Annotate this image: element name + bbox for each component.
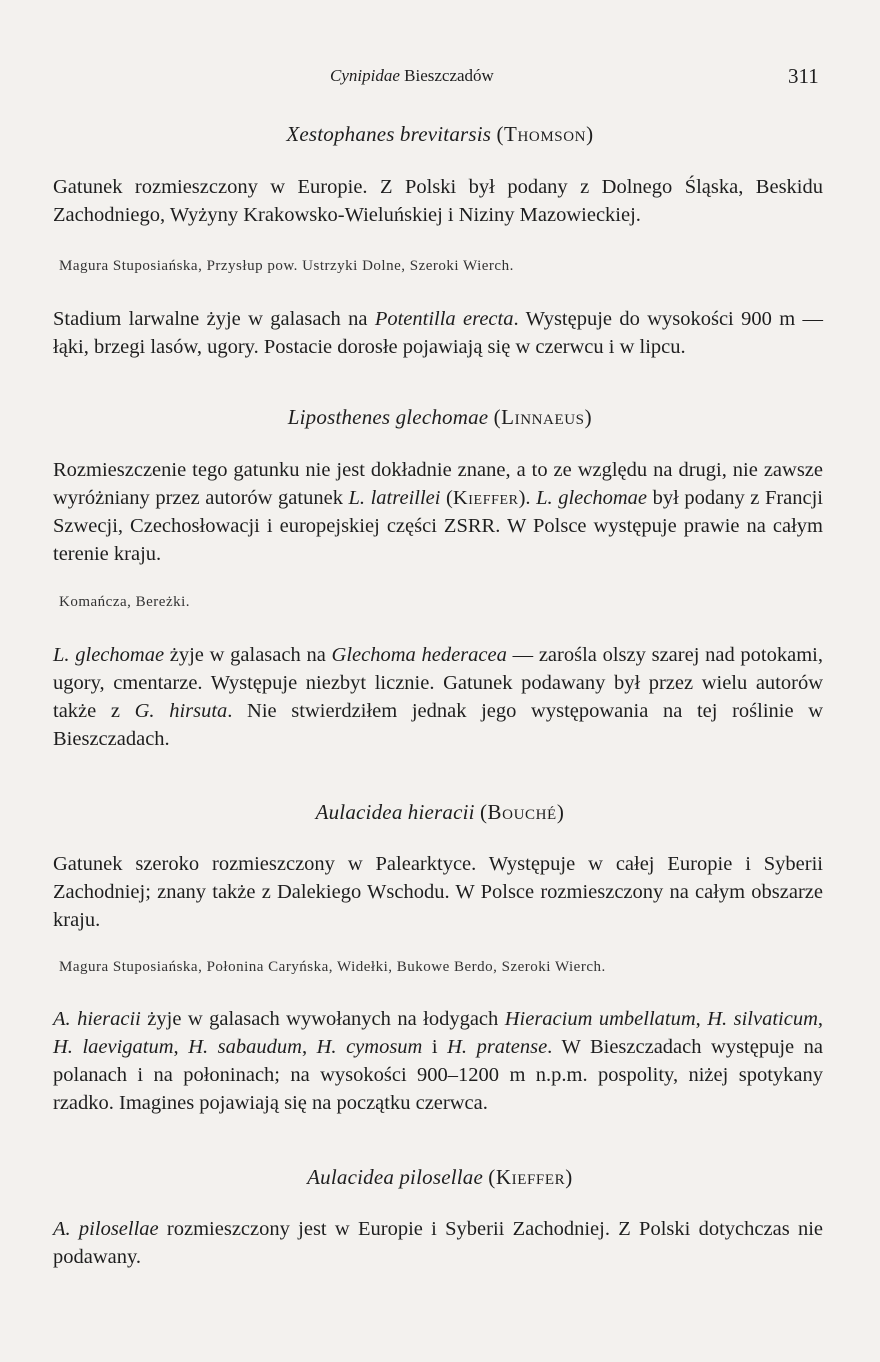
text-span: . Występuje do wysokości 900 m — łąki, brzegi lasów, ugory. Postacie dorosłe pojawiają się w czerwcu i w lipcu. xyxy=(53,308,823,358)
section-title-aulacidea-hieracii xyxy=(0,800,880,825)
genus-name: Xestophanes xyxy=(286,122,395,146)
host-plant-name: G. hirsuta xyxy=(134,700,228,722)
species-ref: L. glechomae xyxy=(53,644,165,666)
host-plant-name: Hieracium umbellatum xyxy=(504,1008,696,1030)
species-name: glechomae xyxy=(395,405,489,429)
text-span: Stadium larwalne żyje w galasach na xyxy=(53,308,375,330)
host-plant-name: Glechoma hederacea xyxy=(331,644,507,666)
genus-name: Liposthenes xyxy=(287,405,391,429)
species-ref: A. pilosellae xyxy=(53,1218,159,1240)
genus-name: Aulacidea xyxy=(307,1165,395,1189)
distribution-paragraph: Gatunek szeroko rozmieszczony w Palearktyce. Występuje w całej Europie i Syberii Zachodniej; znany także z Dalekiego Wschodu. W Polsce rozmieszczony na całym obszarze kraju. xyxy=(53,853,823,931)
species-name: brevitarsis xyxy=(399,122,492,146)
text-span: żyje w galasach wywołanych na łodygach xyxy=(140,1008,505,1030)
section-title-xestophanes-brevitarsis xyxy=(0,122,880,147)
text-span: Rozmieszczenie tego gatunku nie jest dokładnie znane, a to ze względu na drugi, nie zawsze wyróżniany przez autorów gatunek xyxy=(53,459,823,509)
text-span: , xyxy=(817,1008,823,1030)
species-name: pilosellae xyxy=(399,1165,484,1189)
host-plant-name: Potentilla erecta xyxy=(374,308,514,330)
host-plant-name: H. cymosum xyxy=(316,1036,423,1058)
species-name: hieracii xyxy=(407,800,475,824)
text-span: , xyxy=(173,1036,189,1058)
species-author: (Bouché) xyxy=(479,800,565,824)
host-plant-name: H. silvaticum xyxy=(707,1008,818,1030)
text-span: , xyxy=(695,1008,708,1030)
text-span: — zarośla olszy szarej nad potokami, ugory, cmentarze. Występuje niezbyt licznie. Gatunek podawany był przez wielu autorów także z xyxy=(53,644,823,722)
localities-line: Magura Stuposiańska, Połonina Caryńska, Widełki, Bukowe Berdo, Szeroki Wierch. xyxy=(59,959,606,975)
biology-paragraph xyxy=(53,305,823,361)
species-ref: L. latreillei xyxy=(348,487,441,509)
distribution-paragraph: Gatunek rozmieszczony w Europie. Z Polski był podany z Dolnego Śląska, Beskidu Zachodniego, Wyżyny Krakowsko-Wieluńskiej i Niziny Mazowieckiej. xyxy=(53,176,823,226)
text-span: ( xyxy=(440,487,453,509)
genus-name: Aulacidea xyxy=(315,800,403,824)
running-title xyxy=(330,66,494,86)
localities-line: Magura Stuposiańska, Przysłup pow. Ustrzyki Dolne, Szeroki Wierch. xyxy=(59,258,514,274)
author-ref: Kieffer xyxy=(452,487,519,509)
section-title-liposthenes-glechomae xyxy=(0,405,880,430)
biology-paragraph xyxy=(53,641,823,753)
page-number: 311 xyxy=(788,64,819,88)
host-plant-name: H. pratense xyxy=(447,1036,548,1058)
species-ref: L. glechomae xyxy=(536,487,647,509)
running-title-region: Bieszczadów xyxy=(404,66,494,85)
text-span: i xyxy=(422,1036,448,1058)
species-author: (Linnaeus) xyxy=(493,405,593,429)
text-span: żyje w galasach na xyxy=(164,644,332,666)
biology-paragraph xyxy=(53,1005,823,1117)
species-ref: A. hieracii xyxy=(53,1008,141,1030)
text-span: ). xyxy=(518,487,537,509)
text-span: rozmieszczony jest w Europie i Syberii Zachodniej. Z Polski dotychczas nie podawany. xyxy=(53,1218,823,1268)
text-span: . W Bieszczadach występuje na polanach i na połoninach; na wysokości 900–1200 m n.p.m. pospolity, niżej spotykany rzadko. Imagines pojawiają się na początku czerwca. xyxy=(53,1036,824,1114)
running-title-family: Cynipidae xyxy=(330,66,400,85)
localities-line: Komańcza, Bereżki. xyxy=(59,594,191,610)
species-author: (Thomson) xyxy=(496,122,594,146)
host-plant-name: H. laevigatum xyxy=(53,1036,174,1058)
text-span: . Nie stwierdziłem jednak jego występowania na tej roślinie w Bieszczadach. xyxy=(53,700,824,750)
distribution-paragraph xyxy=(53,1215,823,1271)
host-plant-name: H. sabaudum xyxy=(188,1036,302,1058)
running-header xyxy=(0,66,880,94)
text-span: , xyxy=(301,1036,317,1058)
species-author: (Kieffer) xyxy=(488,1165,573,1189)
distribution-paragraph xyxy=(53,456,823,568)
text-span: był podany z Francji Szwecji, Czechosłowacji i europejskiej części ZSRR. W Polsce występuje prawie na całym terenie kraju. xyxy=(53,487,824,565)
section-title-aulacidea-pilosellae xyxy=(0,1165,880,1190)
